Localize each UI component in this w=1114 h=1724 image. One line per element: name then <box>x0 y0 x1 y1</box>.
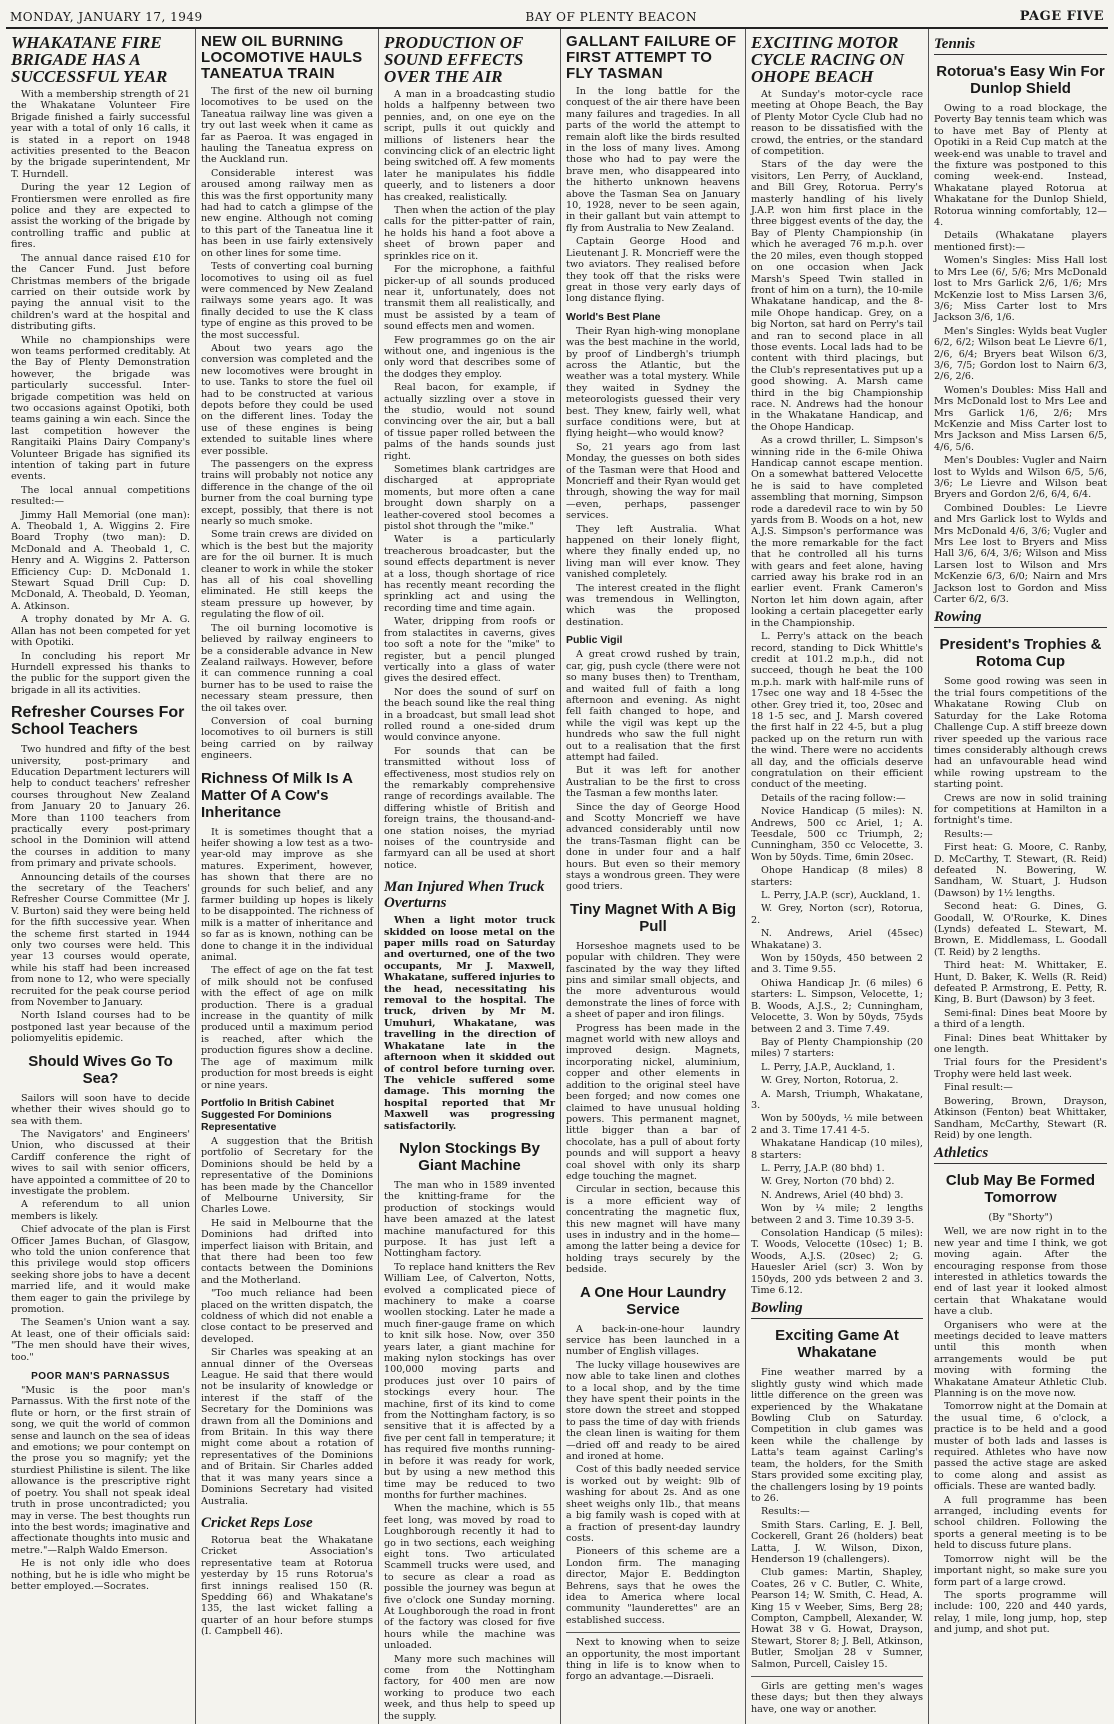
paragraph: A referendum to all union members is likely. <box>11 1199 190 1222</box>
paragraph: Some train crews are divided on which is the best but the majority are for the oil burner. It is much cleaner to work in while the stoker has all of his coal shovelling eliminated. He still keeps the steam pressure up however, by regulating the flow of oil. <box>201 529 373 621</box>
paragraph: Well, we are now right in to the new year and time I think, we got moving again. After the encouraging response from those interested in athletics towards the end of last year it looked almost certain that Whakatane would have a club. <box>934 1226 1107 1318</box>
paragraph: Their Ryan high-wing monoplane was the best machine in the world, by proof of Lindbergh's triumph across the Atlantic, but the weather was a total mystery. While they waited in Sydney the meteorologists guessed their very best. They knew, fairly well, what surface conditions were, but at flying height—who would know? <box>566 325 740 440</box>
headline-truck-overturns: Man Injured When Truck Overturns <box>384 879 545 912</box>
byline: (By "Shorty") <box>988 1212 1053 1224</box>
paragraph: Owing to a road blockage, the Poverty Bay tennis team which was to have met Bay of Plenty at Opotiki in a Reid Cup match at the week-end was unable to travel and the fixture was postponed to this coming week-end. Instead, Whakatane played Rotorua at Whakatane for the Dunlop Shield, Rotorua winning comfortably, 12—4. <box>934 103 1107 229</box>
headline-tennis: Rotorua's Easy Win For Dunlop Shield <box>936 63 1105 97</box>
page-number: PAGE FIVE <box>1019 9 1104 24</box>
paragraph: The effect of age on the fat test of milk should not be confused with the effect of age on milk production. There is a gradual increase in the quantity of milk produced until a maximum period is reached, after which the production figures show a decline. The age of maximum milk production for most breeds is eight or nine years. <box>201 965 373 1091</box>
paragraph: He said in Melbourne that the Dominions had drifted into imperfect liaison with Britain, and that there had been too few contacts between the Dominions and the Motherland. <box>201 1217 373 1286</box>
paragraph: Won by 150yds, 450 between 2 and 3. Time 9.55. <box>751 953 923 976</box>
column-4 <box>561 29 746 1724</box>
paragraph: Fine weather marred by a slightly gusty wind which made little difference on the green was experienced by the Whakatane Bowling Club on Saturday. Competition in club games was keen while the challenge by Latta's team against Carling's team, the holders, for the Smith Stars provided some exciting play, the challengers losing by 19 points to 26. <box>751 1367 923 1504</box>
paragraph: Conversion of coal burning locomotives to oil burners is still being carried on by railway engineers. <box>201 715 373 762</box>
paragraph: A. Marsh, Triumph, Whakatane, 3. <box>751 1088 923 1111</box>
article-milk-richness <box>201 827 373 1091</box>
paragraph: Tests of converting coal burning locomotives to using oil as fuel were commenced by New Zealand railways some years ago. It was finally decided to use the K class type of engine as this proved to be the most successful. <box>201 261 373 341</box>
headline-bowling: Exciting Game At Whakatane <box>775 1327 899 1362</box>
paragraph: Whakatane Handicap (10 miles), 8 starters: <box>751 1138 923 1161</box>
paragraph: First heat: G. Moore, C. Ranby, D. McCarthy, T. Stewart, (R. Reid) defeated N. Bowering, W. Sandham, W. Stuart, J. Hudson (Dawson) by 1½ lengths. <box>934 842 1107 899</box>
headline-portfolio: Portfolio In British Cabinet Suggested For Dominions Representative <box>201 1096 334 1133</box>
headline-refresher-courses: Refresher Courses For School Teachers <box>11 704 185 739</box>
paragraph: N. Andrews, Ariel (45sec) Whakatane) 3. <box>751 928 923 951</box>
article-fire-brigade <box>11 89 190 696</box>
paragraph: Crews are now in solid training for competitions at Hamilton in a fortnight's time. <box>934 792 1107 827</box>
article-parnassus <box>11 1385 190 1592</box>
article-laundry <box>566 1324 740 1627</box>
section-athletics: Athletics <box>934 1145 1107 1164</box>
paragraph: Ohope Handicap (8 miles) 8 starters: <box>751 865 923 888</box>
paragraph: At Sunday's motor-cycle race meeting at Ohope Beach, the Bay of Plenty Motor Cycle Club had no reason to be dissatisfied with the crowd, the entries, or the standard of competition. <box>751 89 923 158</box>
paragraph: Organisers who were at the meetings decided to leave matters until this month when arrangements would be put moving with forming the Whakatane Amateur Athletic Club. Planning is on the move now. <box>934 1319 1107 1399</box>
paragraph: Cost of this badly needed service is worked out by weight: 9lb of washing for about 2s. And as one sheet weighs only 1lb., that means a big family wash is coped with at a fraction of present-day laundry costs. <box>566 1464 740 1544</box>
headline-cricket: Cricket Reps Lose <box>201 1514 313 1531</box>
paragraph: When a light motor truck skidded on loose metal on the paper mills road on Saturday and overturned, one of the two occupants, Mr J. Maxwell, Whakatane, suffered injuries to the head, necessitating his removal to the hospital. The truck, driven by Mr M. Umuhuri, Whakatane, was travelling in the direction of Whakatane late in the afternoon when it skidded out of control before turning over. The vehicle suffered some damage. This morning the hospital reported that Mr Maxwell was progressing satisfactorily. <box>384 915 555 1132</box>
paragraph: Final: Dines beat Whittaker by one length. <box>934 1032 1107 1056</box>
paragraph: L. Perry's attack on the beach record, standing to Dick Whittle's credit at 101.2 m.p.h., did not succeed, though he beat the 100 m.p.h. mark with half-mile runs of 17sec one way and 18 4-5sec the other. Grey tried it, too, 20sec and 18 1-5 sec, and J. Marsh covered the first half in 22 4-5, but a plug packed up on the return run with the wind. There were no accidents all day, and the officials deserve congratulation on their efficient conduct of the meeting. <box>751 631 923 791</box>
issue-date: MONDAY, JANUARY 17, 1949 <box>10 10 203 24</box>
quote-girls-wages <box>751 1681 923 1715</box>
headline-tiny-magnet: Tiny Magnet With A Big Pull <box>570 900 736 935</box>
paragraph: Pioneers of this scheme are a London firm. The managing director, Major E. Beddington Behrens, says that he owes the idea to America where local community "launderettes" are an established success. <box>566 1546 740 1626</box>
divider <box>751 1676 923 1677</box>
paragraph: The Seamen's Union want a say. At least, one of their officials said: "The men should have their wives, too." <box>11 1317 190 1363</box>
article-refresher-courses <box>11 744 190 1045</box>
paragraph: A suggestion that the British portfolio of Secretary for the Dominions should be held by a representative of the Dominions has been made by the Chancellor of Melbourne University, Sir Charles Lowe. <box>201 1135 373 1216</box>
paragraph: Third heat: M. Whittaker, E. Hunt, D. Baker, K. Wells (R. Reid) defeated P. Armstrong, E. Petty, R. King, B. Burt (Dawson) by 3 feet. <box>934 960 1107 1006</box>
paragraph: Men's Doubles: Vugler and Nairn lost to Wylds and Wilson 6/5, 5/6, 3/6; Le Lievre and Wilson beat Bryers and Gordon 2/6, 6/4, 6/4. <box>934 455 1107 501</box>
paragraph: The Navigators' and Engineers' Union, who discussed at their Cardiff conference the right of wives to sail with senior officers, have appointed a committee of 20 to investigate the problem. <box>11 1128 190 1197</box>
paragraph: Two hundred and fifty of the best university, post-primary and Education Department lecturers will help to conduct teachers' refresher courses throughout New Zealand from January 20 to January 26. More than 1100 teachers from practically every post-primary school in the Dominion will attend the courses in addition to many from primary and private schools. <box>11 744 190 870</box>
paragraph: It is sometimes thought that a heifer showing a low test as a two-year-old may improve as she matures. Experiment, however, has shown that there are no grounds for such belief, and any farmer building up hopes is likely to be disappointed. The richness of milk is a matter of inheritance and so far as is known, nothing can be done to change it in the individual animal. <box>201 826 373 964</box>
columns <box>6 29 1108 1722</box>
paragraph: The man who in 1589 invented the knitting-frame for the production of stockings would have been amazed at the latest machine manufactured for this purpose. It has just left a Nottingham factory. <box>384 1179 555 1260</box>
paragraph: Sometimes blank cartridges are discharged at appropriate moments, but more often a cane brought down sharply on a leather-covered stool becomes a pistol shot through the "mike." <box>384 464 555 533</box>
paragraph: North Island courses had to be postponed last year because of the poliomyelitis epidemic. <box>11 1010 190 1045</box>
paragraph: Novice Handicap (5 miles): N. Andrews, 500 cc Ariel, 1; A. Teesdale, 500 cc Triumph, 2; Cunningham, 350 cc Velocette, 3. Won by 50yds. Time, 6min 20sec. <box>751 806 923 863</box>
paragraph: W. Grey, Norton (scr), Rotorua, 2. <box>751 903 923 926</box>
paragraph: Women's Doubles: Miss Hall and Mrs McDonald lost to Mrs Lee and Mrs Garlick 1/6, 2/6; Mrs McKenzie and Miss Carter lost to Mrs Jackson and Miss Larsen 6/5, 4/6, 5/6. <box>934 384 1107 453</box>
paragraph: Jimmy Hall Memorial (one man): A. Theobald 1, A. Wiggins 2. Fire Board Trophy (two man): D. McDonald and A. Theobald 1, C. Henry and A. Wiggins 2. Patterson Efficiency Cup: D. McDonald 1. Stewart Squad Drill Cup: D. McDonald, A. Theobald, D. Yeoman, A. Atkinson. <box>11 509 190 612</box>
paragraph: Bay of Plenty Championship (20 miles) 7 starters: <box>751 1036 923 1060</box>
column-6 <box>929 29 1112 1724</box>
paragraph: Tomorrow night will be the important night, so make sure you form part of a large crowd. <box>934 1553 1107 1588</box>
paragraph: Some good rowing was seen in the trial fours competitions of the Whakatane Rowing Club on Saturday for the Lake Rotoma Challenge Cup. A stiff breeze down river speeded up the various race times considerably although crews had an unfavourable head wind while rowing upstream to the starting point. <box>934 676 1107 791</box>
paragraph: Next to knowing when to seize an opportunity, the most important thing in life is to know when to forgo an advantage.—Disraeli. <box>566 1637 740 1683</box>
article-tasman-flight-3 <box>566 649 740 893</box>
headline-laundry: A One Hour Laundry Service <box>579 1283 727 1318</box>
subhead-best-plane: World's Best Plane <box>566 310 661 323</box>
paragraph: Results:— <box>944 828 993 840</box>
paragraph: Tomorrow night at the Domain at the usual time, 6 o'clock, a practice is to be held and a good muster of both lads and lasses is required. Athletes who have now passed the active stage are asked to come along and assist as officials. These are wanted badly. <box>934 1401 1107 1493</box>
paragraph: Circular in section, because this is a more efficient way of concentrating the magnetic flux, this new magnet will have many uses in industry and in the home—among the latter being a device for holding trays securely by the bedside. <box>566 1184 740 1276</box>
headline-sound-effects: PRODUCTION OF SOUND EFFECTS OVER THE AIR <box>384 33 524 86</box>
paragraph: A great crowd rushed by train, car, gig, push cycle (there were not so many buses then) to Trentham, and waited full of faith a long afternoon and evening. As night fell faith changed to hope, and while the vigil was kept up the hundreds who saw the full night out to a realisation that the first attempt had failed. <box>566 649 740 763</box>
paragraph: A back-in-one-hour laundry service has been launched in a number of English villages. <box>566 1323 740 1358</box>
paragraph: "Music is the poor man's Parnassus. With the first note of the flute or horn, or the first strain of song, we quit the world of common sense and launch on the sea of ideas and emotions; we pour contempt on the prose you so magnify; yet the sturdiest Philistine is silent. The like allowance is the prescriptive right of poetry. You shall not speak ideal truth in prose uncontradicted; you may in verse. The best thoughts run into the best words; imaginative and affectionate thoughts into music and metre."—Ralph Waldo Emerson. <box>11 1385 190 1556</box>
paragraph: Won by ¼ mile; 2 lengths between 2 and 3. Time 10.39 3-5. <box>751 1203 923 1226</box>
paragraph: Bowering, Brown, Drayson, Atkinson (Fenton) beat Whittaker, Sandham, McCarthy, Stewart (R. Reid) by one length. <box>934 1095 1107 1141</box>
paragraph: When the machine, which is 55 feet long, was moved by road to Loughborough recently it had to go in two sections, each weighing eight tons. Two articulated Scammell trucks were used, and to secure as clear a road as possible the journey was begun at five o'clock one Sunday morning. At Loughborough the road in front of the factory was closed for five hours while the machine was unloaded. <box>384 1503 555 1652</box>
paper-name: BAY OF PLENTY BEACON <box>525 10 697 24</box>
divider <box>566 1632 740 1633</box>
headline-motor-cycle: EXCITING MOTOR CYCLE RACING ON OHOPE BEACH <box>751 33 905 86</box>
paragraph: Chief advocate of the plan is First Officer James Buchan, of Glasgow, who told the union conference that this privilege would stop officers seeking shore jobs to have a decent married life, and it would make them eager to gain the privilege by promotion. <box>11 1224 190 1315</box>
paragraph: Horseshoe magnets used to be popular with children. They were fascinated by the way they lifted pins and similar small objects, and the more adventurous would demonstrate the lines of force with a sheet of paper and iron filings. <box>566 940 740 1021</box>
paragraph: The local annual competitions resulted:— <box>11 484 190 508</box>
paragraph: Smith Stars. Carling, E. J. Bell, Cockerell, Grant 26 (holders) beat Latta, J. W. Wilson, Dixon, Henderson 19 (challengers). <box>751 1519 923 1565</box>
paragraph: Captain George Hood and Lieutenant J. R. Moncrieff were the two aviators. They realised before they took off that the risks were great in those very early days of long distance flying. <box>566 236 740 305</box>
paragraph: Combined Doubles: Le Lievre and Mrs Garlick lost to Wylds and Mrs McDonald 4/6, 3/6; Vugler and Mrs Lee lost to Bryers and Miss Hall 3/6, 6/4, 3/6; Wilson and Miss Larsen lost to Wilson and Mrs McKenzie 6/3, 6/0; Nairn and Mrs Jackson lost to Gordon and Miss Carter 6/2, 6/3. <box>934 502 1107 606</box>
paragraph: In the long battle for the conquest of the air there have been many failures and tragedies. In all parts of the world the attempt to remain aloft like the birds resulted in the loss of many lives. Among those who had to pay were the brave men, who disappeared into the hitherto unknown heavens above the Tasman Sea on January 10, 1928, never to be seen again, in their gallant but vain attempt to fly from Australia to New Zealand. <box>566 86 740 234</box>
paragraph: Second heat: G. Dines, G. Goodall, W. O'Rourke, K. Dines (Lynds) defeated L. Stewart, M. Brown, E. Middlemass, L. Goodall (T. Reid) by 2 lengths. <box>934 901 1107 958</box>
paragraph: Stars of the day were the visitors, Len Perry, of Auckland, and Bill Grey, Rotorua. Perry's masterly handling of his lively J.A.P. won him first place in the three biggest events of the day, the Bay of Plenty Championship (in which he averaged 76 m.p.h. over the 20 miles, even though stopped on one occasion when Jack Marsh's Speed Twin stalled in front of him on a turn), the 10-mile Whakatane handicap, and the 8-mile Ohope handicap. Grey, on a big Norton, sat hard on Perry's tail and ran to second place in all those events. Local lads had to be content with third placings, but the Club's representatives put up a good showing. A. Marsh came third in the big Championship race. N. Andrews had the honour in the Whakatane Handicap, and the Ohope Handicap. <box>751 159 923 433</box>
masthead <box>6 4 1108 29</box>
section-rowing: Rowing <box>934 609 1107 628</box>
paragraph: To replace hand knitters the Rev William Lee, of Calverton, Notts, evolved a complicated piece of machinery to make a coarse woollen stocking. Later he made a much finer-gauge frame on which to knit silk hose. Now, over 350 years later, a giant machine for making nylon stockings has over 100,000 moving parts and produces just over 10 pairs of stockings every hour. The machine, first of its kind to come from the Nottingham factory, is so sensitive that it is affected by a five per cent fall in temperature; it has required five months running-in before it was ready for work, but by using a new method this time may be reduced to two months for further machines. <box>384 1261 555 1501</box>
paragraph: Announcing details of the courses the secretary of the Teachers' Refresher Course Committee (Mr J. V. Burton) said they were being held for the fifth successive year. When the scheme first started in 1944 only two courses were held. This year 13 courses would operate, while his staff had been increased from none to 12, who were specially recruited for the peak course period from November to January. <box>11 871 190 1009</box>
paragraph: Ohiwa Handicap Jr. (6 miles) 6 starters: L. Simpson, Velocette, 1; B. Woods, A.J.S., 2; Cunningham, Velocette, 3. Won by 50yds, 75yds between 2 and 3. Time 7.49. <box>751 977 923 1035</box>
paragraph: The interest created in the flight was tremendous in Wellington, which was the proposed destination. <box>566 582 740 628</box>
paragraph: Considerable interest was aroused among railway men as this was the first opportunity many had had to catch a glimpse of the new engine. Although not coming to this part of the Taneatua line it has been in use fairly extensively on other lines for some time. <box>201 167 373 259</box>
article-rowing <box>934 676 1107 1141</box>
paragraph: "Too much reliance had been placed on the written dispatch, the coldness of which did not enable a close contact to be preserved and developed. <box>201 1288 373 1345</box>
headline-oil-locomotive: NEW OIL BURNING LOCOMOTIVE HAULS TANEATUA TRAIN <box>201 33 363 82</box>
paragraph: So, 21 years ago from last Monday, the guesses on both sides of the Tasman were that Hood and Moncrieff and their Ryan would get through, showing the way for mail—even, perhaps, passenger services. <box>566 441 740 522</box>
article-tennis <box>934 103 1107 605</box>
paragraph: But it was left for another Australian to be the first to cross the Tasman a few months later. <box>566 765 740 800</box>
paragraph: Real bacon, for example, if actually sizzling over a stove in the studio, would not sound convincing over the air, but a ball of tissue paper rolled between the palms of the hands sounds just right. <box>384 382 555 462</box>
paragraph: Details (Whakatane players mentioned first):— <box>934 230 1107 253</box>
paragraph: Girls are getting men's wages these days; but then they always have, one way or another. <box>751 1681 923 1715</box>
article-wives-sea <box>11 1093 190 1363</box>
section-bowling: Bowling <box>751 1300 923 1319</box>
paragraph: Final result:— <box>944 1082 1013 1094</box>
article-tasman-flight-2 <box>566 326 740 629</box>
paragraph: During the year 12 Legion of Frontiersmen were enrolled as fire police and they are expected to assist the working of the brigade by controlling traffic and public at fires. <box>11 182 190 251</box>
paragraph: L. Perry, J.A.P., Auckland, 1. <box>761 1061 896 1073</box>
paragraph: Few programmes go on the air without one, and ingenious is the only word that describes some of the dodges they employ. <box>384 334 555 380</box>
article-athletics <box>934 1226 1107 1635</box>
column-5 <box>746 29 929 1724</box>
paragraph: Semi-final: Dines beat Moore by a third of a length. <box>934 1007 1107 1031</box>
paragraph: The sports programme will include: 100, 220 and 440 yards, relay, 1 mile, long jump, hop, step and jump, and shot put. <box>934 1589 1107 1636</box>
article-motor-cycle <box>751 89 923 1296</box>
paragraph: Consolation Handicap (5 miles): T. Woods, Velocette (10sec) 1; B. Woods, A.J.S. (20sec) 2; G. Hauesler Ariel (scr) 3. Won by 150yds, 200 yds between 2 and 3. Time 6.12. <box>751 1228 923 1297</box>
quote-disraeli <box>566 1637 740 1683</box>
paragraph: The annual dance raised £10 for the Cancer Fund. Just before Christmas members of the brigade carried on their outside work by paying the annual visit to the children's ward at the hospital and distributing gifts. <box>11 252 190 333</box>
paragraph: While no championships were won teams performed creditably. At the Bay of Plenty Demonstration however, the brigade was particularly successful. Inter-brigade competition was held on two occasions against Opotiki, both teams gaining a win each. Since the last competition however the Rangitaiki Plains Dairy Company's Volunteer Brigade has signified its intention of taking part in future events. <box>11 334 190 483</box>
paragraph: Nor does the sound of surf on the beach sound like the real thing in a broadcast, but small lead shot rolled round a one-sided drum would convince anyone. <box>384 686 555 744</box>
paragraph: Water, dripping from roofs or from stalactites in caverns, gives too soft a note for the "mike" to register, but a pencil plunged vertically into a glass of water gives the desired effect. <box>384 616 555 685</box>
paragraph: Results:— <box>761 1506 810 1518</box>
paragraph: Men's Singles: Wylds beat Vugler 6/2, 6/2; Wilson beat Le Lievre 6/1, 2/6, 6/4; Bryers beat Wilson 6/3, 3/6, 7/5; Gordon lost to Nairn 6/3, 2/6, 2/6. <box>934 325 1107 383</box>
paragraph: Then when the action of the play calls for the pitter-patter of rain, he holds his hand a foot above a sheet of brown paper and sprinkles rice on it. <box>384 205 555 262</box>
paragraph: N. Andrews, Ariel (40 bhd) 3. <box>761 1189 904 1201</box>
paragraph: They left Australia. What happened on their lonely flight, where they finally ended up, no living man will ever know. They vanished completely. <box>566 523 740 581</box>
paragraph: Women's Singles: Miss Hall lost to Mrs Lee (6/, 5/6; Mrs McDonald lost to Mrs Garlick 2/6, 1/6; Mrs McKenzie lost to Miss Larsen 3/6, 3/6; Miss Carter lost to Mrs Jackson 3/6, 1/6. <box>934 255 1107 324</box>
paragraph: A trophy donated by Mr A. G. Allan has not been competed for yet with Opotiki. <box>11 614 190 649</box>
paragraph: Rotorua beat the Whakatane Cricket Association's representative team at Rotorua yesterday by 15 runs Rotorua's first innings realised 150 (R. Spedding 66) and Whakatane's 135, the last wicket falling a quarter of an hour before stumps (I. Campbell 46). <box>201 1534 373 1638</box>
paragraph: The lucky village housewives are now able to take linen and clothes to a local shop, and by the time they have spent their points in the store down the street and stopped to pass the time of day with friends the clean linen is waiting for them—dried off and ready to be aired and ironed at home. <box>566 1359 740 1463</box>
paragraph: A full programme has been arranged, including events for school children. Following the sports a general meeting is to be held to discuss future plans. <box>934 1494 1107 1552</box>
paragraph: About two years ago the conversion was completed and the new locomotives were brought in to use. Tanks to store the fuel oil had to be constructed at various depots before they could be used on the different lines. Today the use of these engines is being extended to suitable lines where ever possible. <box>201 342 373 457</box>
article-bowling <box>751 1367 923 1670</box>
article-nylon-stockings <box>384 1180 555 1722</box>
paragraph: With a membership strength of 21 the Whakatane Volunteer Fire Brigade finished a fairly successful year with a total of only 16 calls, it is stated in a report on 1948 activities presented to the Beacon by the brigade superintendent, Mr T. Hurndell. <box>11 89 190 180</box>
article-portfolio <box>201 1136 373 1507</box>
headline-fire-brigade: WHAKATANE FIRE BRIGADE HAS A SUCCESSFUL YEAR <box>11 33 168 86</box>
paragraph: Since the day of George Hood and Scotty Moncrieff we have advanced considerably until now the trans-Tasman flight can be done in under four and a half hours. But even so their memory stays a wondrous green. They were good triers. <box>566 801 740 893</box>
headline-rowing: President's Trophies & Rotoma Cup <box>939 636 1102 671</box>
paragraph: The first of the new oil burning locomotives to be used on the Taneatua railway line was given a try out last week when it came as far as Paeroa. It was engaged in hauling the Taneatua express on the Auckland run. <box>201 86 373 166</box>
headline-athletics: Club May Be Formed Tomorrow <box>945 1172 1096 1207</box>
headline-wives-sea: Should Wives Go To Sea? <box>28 1052 173 1087</box>
paragraph: The oil burning locomotive is believed by railway engineers to be a considerable advance in New Zealand railways. However, before it can commence running a coal burner has to be used to raise the necessary steam pressure, then the oil takes over. <box>201 622 373 714</box>
paragraph: W. Grey, Norton (70 bhd) 2. <box>761 1176 895 1188</box>
paragraph: Details of the racing follow:— <box>761 792 906 804</box>
column-2 <box>196 29 379 1724</box>
paragraph: He is not only idle who does nothing, but he is idle who might be better employed.—Socrates. <box>11 1558 190 1592</box>
column-1 <box>6 29 196 1724</box>
article-tiny-magnet <box>566 941 740 1276</box>
paragraph: As a crowd thriller, L. Simpson's winning ride in the 6-mile Ohiwa Handicap cannot escape mention. On a somewhat battered Velocette he is said to have completed assembling that morning, Simpson rode a daredevil race to win by 50 yards from B. Woods on a hot, new A.J.S. Simpson's performance was the more remarkable for the fact that he controlled all his turns with gears and feet alone, having carried away his brake rod in an earlier event. Frank Cameron's Norton let him down again, after looking a certain placegetter early in the Championship. <box>751 435 923 629</box>
paragraph: A man in a broadcasting studio holds a halfpenny between two pennies, and, on one eye on the script, pulls it out quickly and millions of listeners hear the convincing click of an electric light being switched off. A few moments later he manipulates his fiddle queerly, and to listeners a door has creaked, realistically. <box>384 89 555 203</box>
paragraph: For the microphone, a faithful picker-up of all sounds produced near it, unfortunately, does not transmit them all realistically, and must be assisted by a team of sound effects men and women. <box>384 264 555 333</box>
headline-nylon-stockings: Nylon Stockings By Giant Machine <box>399 1139 540 1174</box>
paragraph: Club games: Martin, Shapley, Coates, 26 v C. Butler, C. White, Pearson 14; W. Smith, C. Head, A. King 15 v Weeber, Sims, Berg 28; Compton, Campbell, Alexander, W. Howat 38 v G. Howat, Drayson, Stewart, Storer 8; J. Bell, Atkinson, Butler, Smoljan 28 v Sumner, Salmon, Purcell, Caisley 15. <box>751 1567 923 1670</box>
paragraph: L. Perry, J.A.P. (80 bhd) 1. <box>761 1162 885 1174</box>
paragraph: Many more such machines will come from the Nottingham factory, for 400 men are now working to produce two each week, and thus help to speed up the supply. <box>384 1653 555 1722</box>
paragraph: Progress has been made in the magnet world with new alloys and improved design. Magnets, incorporating nickel, aluminium, copper and other elements in addition to the original steel have been forged; and now comes one claimed to have unusual holding powers. This permanent magnet, little bigger than a bar of chocolate, has a pull of about forty pounds and will support a heavy coal shovel with only its sharp edge touching the magnet. <box>566 1022 740 1182</box>
paragraph: L. Perry, J.A.P. (scr), Auckland, 1. <box>761 890 921 902</box>
section-tennis: Tennis <box>934 36 1107 55</box>
column-3 <box>379 29 561 1724</box>
paragraph: Water is a particularly treacherous broadcaster, but the sound effects department is never at a loss, though shortage of rice has recently meant recording the sprinkling act and using the recording time and time again. <box>384 534 555 614</box>
paragraph: Won by 500yds, ½ mile between 2 and 3. Time 17.41 4-5. <box>751 1113 923 1136</box>
article-oil-locomotive <box>201 86 373 762</box>
paragraph: Trial fours for the President's Trophy were held last week. <box>934 1057 1107 1080</box>
paragraph: Sailors will soon have to decide whether their wives should go to sea with them. <box>11 1092 190 1127</box>
subhead-public-vigil: Public Vigil <box>566 634 623 647</box>
article-tasman-flight-1 <box>566 86 740 305</box>
article-sound-effects <box>384 89 555 871</box>
headline-parnassus: POOR MAN'S PARNASSUS <box>31 1371 170 1383</box>
headline-tasman-flight: GALLANT FAILURE OF FIRST ATTEMPT TO FLY TASMAN <box>566 33 737 82</box>
paragraph: For sounds that can be transmitted without loss of effectiveness, most studios rely on the remarkably comprehensive range of recordings available. The differing whistle of British and foreign trains, the thousand-and-one station noises, the myriad noises of the countryside and farmyard can all be used at short notice. <box>384 745 555 871</box>
article-truck-overturns <box>384 915 555 1132</box>
paragraph: In concluding his report Mr Hurndell expressed his thanks to the public for the support given the brigade in all its activities. <box>11 650 190 696</box>
paragraph: Sir Charles was speaking at an annual dinner of the Overseas League. He said that there would not be insularity of knowledge or interest if the staff of the Secretary for the Dominions was drawn from all the Dominions and from Britain. In this way there might come about a rotation of representatives of the Dominions and of Britain. Sir Charles added that it was many years since a Dominions Secretary had visited Australia. <box>201 1347 373 1507</box>
article-cricket <box>201 1535 373 1638</box>
paragraph: The passengers on the express trains will probably not notice any difference in the change of the oil burner from the coal burning type except, possibly, that there is not nearly so much smoke. <box>201 459 373 528</box>
paragraph: W. Grey, Norton, Rotorua, 2. <box>761 1075 899 1087</box>
headline-milk-richness: Richness Of Milk Is A Matter Of A Cow's Inheritance <box>201 769 353 821</box>
